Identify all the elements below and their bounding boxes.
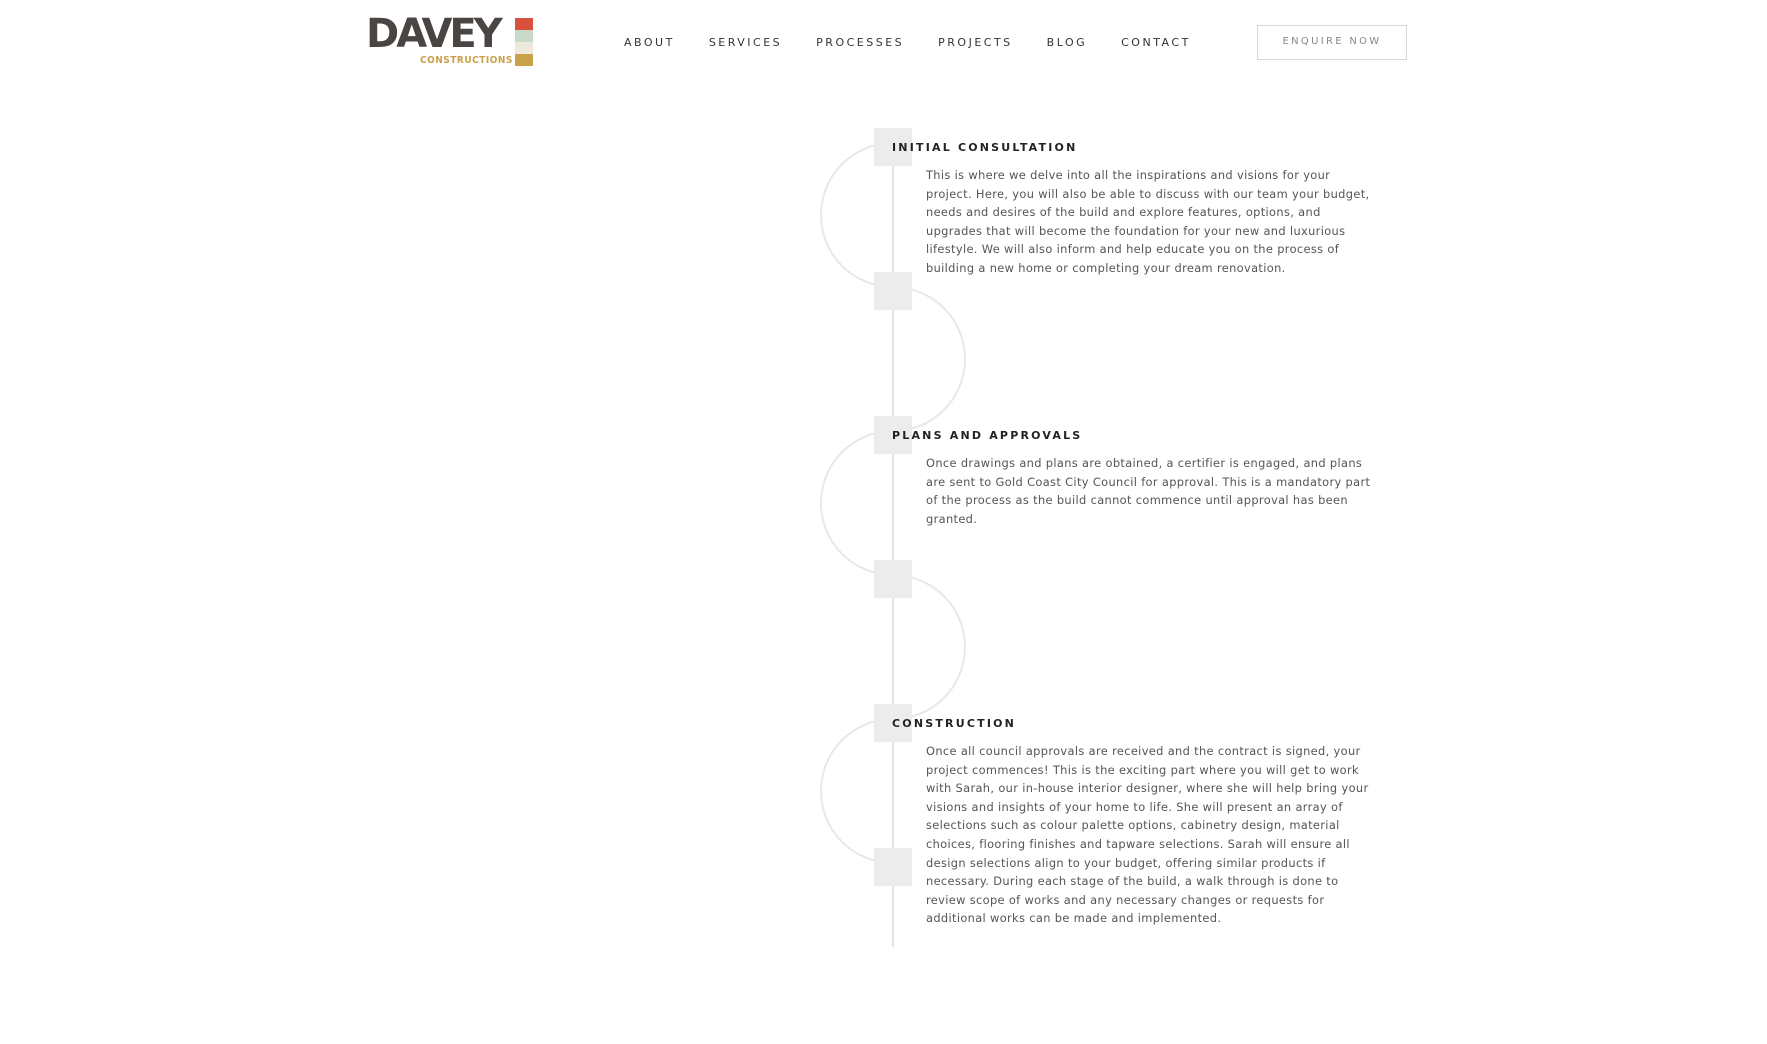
step-description: Once all council approvals are received and the contract is signed, your project commences! This is the exciting part where you will get to work with Sarah, our in-house interior designer, where she will help bring your visions and insights of your home to life. She will present an array of selections such as colour palette options, cabinetry design, material choices, flooring finishes and tapware selections. Sarah will ensure all design selections align to your budget, offering similar products if necessary. During each stage of the build, a walk through is done to review scope of works and any necessary changes or requests for additional works can be made and implemented. <box>926 744 1369 926</box>
nav-processes[interactable]: PROCESSES <box>816 36 905 49</box>
step-marker <box>874 848 912 886</box>
nav-contact[interactable]: CONTACT <box>1121 36 1191 49</box>
step-title: INITIAL CONSULTATION <box>892 141 1078 154</box>
logo-wordmark: DAVEY <box>366 11 500 57</box>
step-marker <box>874 560 912 598</box>
step-marker <box>874 272 912 310</box>
nav-blog[interactable]: BLOG <box>1046 36 1088 49</box>
enquire-now-button[interactable]: ENQUIRE NOW <box>1257 25 1407 60</box>
nav-about[interactable]: ABOUT <box>624 36 675 49</box>
step-description: This is where we delve into all the inspirations and visions for your project. Here, you will also be able to discuss with our team your budget, needs and desires of the build and explore features, options, and upgrades that will become the foundation for your new and luxurious lifestyle. We will also inform and help educate you on the process of building a new home or completing your dream renovation. <box>926 168 1370 275</box>
nav-projects[interactable]: PROJECTS <box>938 36 1013 49</box>
step-title: PLANS AND APPROVALS <box>892 429 1083 442</box>
nav-services[interactable]: SERVICES <box>708 36 783 49</box>
step-description: Once drawings and plans are obtained, a certifier is engaged, and plans are sent to Gold Coast City Council for approval. This is a mandatory part of the process as the build cannot commence until approval has been granted. <box>926 456 1371 526</box>
step-title: CONSTRUCTION <box>892 717 1017 730</box>
logo-tagline: CONSTRUCTIONS <box>420 55 513 66</box>
